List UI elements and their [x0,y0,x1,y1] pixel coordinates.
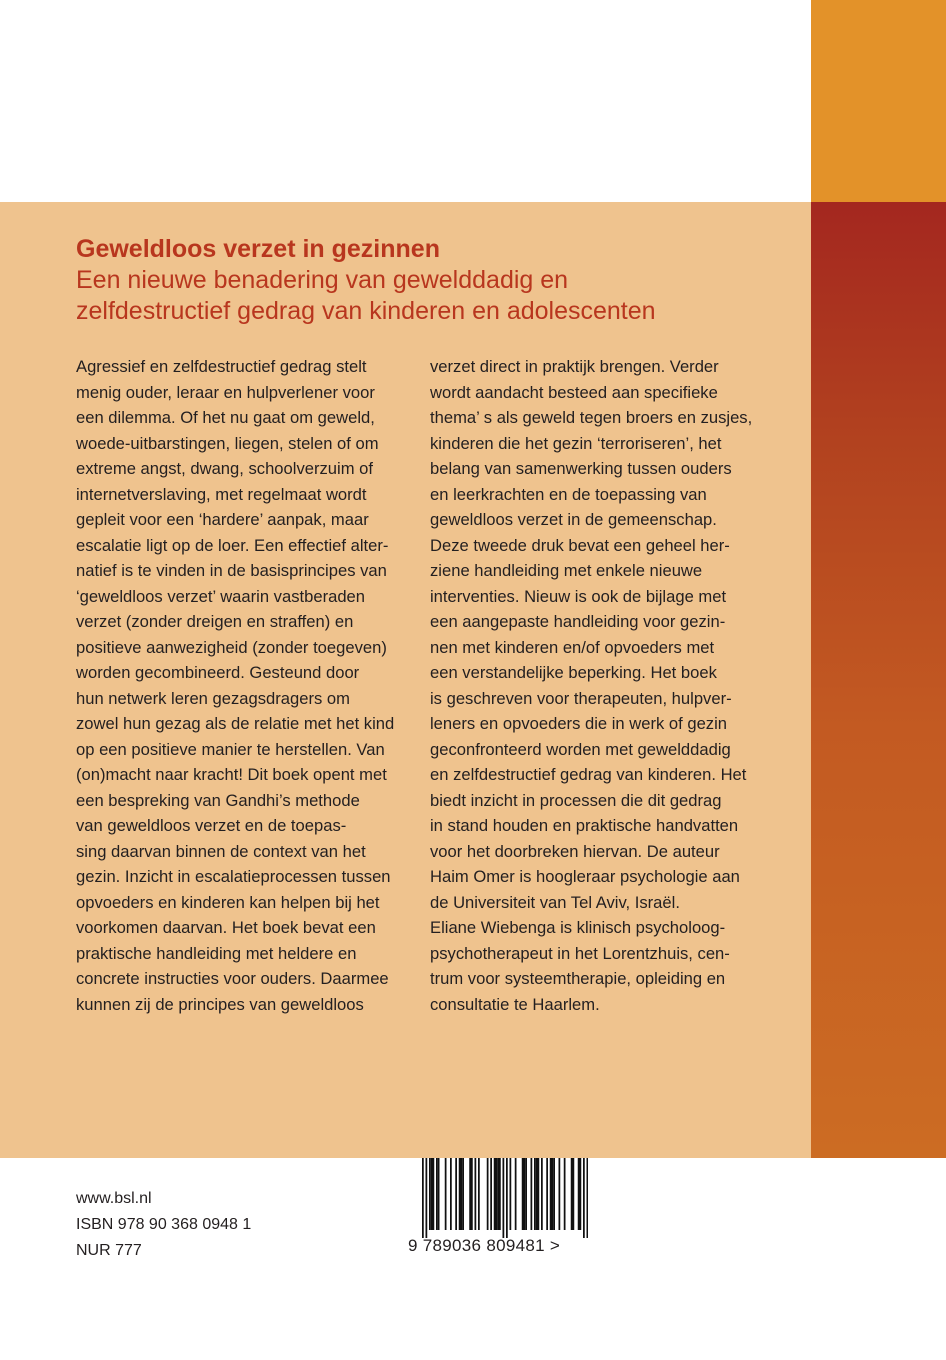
barcode-bars [422,1158,588,1238]
blurb-line: belang van samenwerking tussen ouders [430,459,732,478]
blurb-line: Deze tweede druk bevat een geheel her- [430,535,730,555]
barcode-bar [536,1158,538,1230]
barcode-bar [552,1158,554,1230]
blurb-right-column [430,354,770,1017]
top-white-area [0,0,811,202]
blurb-line: thema’ s als geweld tegen broers en zusjes, [430,408,753,427]
blurb-line: natief is te vinden in de basisprincipes van [76,561,387,580]
barcode-bar [436,1158,438,1230]
barcode-bar [431,1158,433,1230]
barcode-bar [538,1158,540,1230]
barcode-digits: 9 789036 809481 > [408,1236,561,1255]
blurb-line: verzet direct in praktijk brengen. Verder [430,357,719,376]
barcode-bar [546,1158,548,1230]
side-stripe-gradient [811,202,946,1158]
barcode-bar [503,1158,505,1238]
nur-code: NUR 777 [76,1242,142,1259]
blurb-line: trum voor systeemtherapie, opleiding en [430,969,726,988]
blurb-line: Agressief en zelfdestructief gedrag stelt [76,357,367,376]
blurb-line: op een positieve manier te herstellen. Van [76,739,385,759]
blurb-line: internetverslaving, met regelmaat wordt [76,484,367,504]
blurb-line: sing daarvan binnen de context van het [76,841,366,861]
blurb-line: is geschreven voor therapeuten, hulpver- [430,688,732,708]
barcode-bar [573,1158,575,1230]
blurb-line: nen met kinderen en/of opvoeders met [430,637,715,657]
blurb-line: een verstandelijke beperking. Het boek [430,663,717,682]
blurb-line: Haim Omer is hoogleraar psychologie aan [430,867,740,886]
blurb-line: gezin. Inzicht in escalatieprocessen tussen [76,867,391,886]
barcode-bar [587,1158,589,1238]
blurb-line: concrete instructies voor ouders. Daarmee [76,969,389,988]
blurb-left-column [76,354,406,1017]
barcode-bar [580,1158,582,1230]
blurb-line: een aangepaste handleiding voor gezin- [430,612,726,631]
barcode-bar [524,1158,526,1230]
barcode-bar [564,1158,566,1230]
blurb-line: escalatie ligt op de loer. Een effectief alter- [76,535,389,555]
blurb-line: opvoeders en kinderen kan helpen bij het [76,892,380,912]
barcode-bar [496,1158,498,1230]
publisher-website: www.bsl.nl [76,1190,152,1207]
blurb-line: wordt aandacht besteed aan specifieke [430,382,718,402]
subtitle-line: Een nieuwe benadering van gewelddadig en [76,266,569,294]
blurb-line: ‘geweldloos verzet’ waarin vastberaden [76,586,366,606]
barcode-bar [559,1158,561,1230]
barcode-bar [487,1158,489,1230]
blurb-line: extreme angst, dwang, schoolverzuim of [76,459,373,478]
blurb-line: de Universiteit van Tel Aviv, Israël. [430,892,680,912]
barcode-bar [450,1158,452,1230]
blurb-line: van geweldloos verzet en de toepas- [76,816,347,835]
barcode-bar [426,1158,428,1238]
blurb-line: worden gecombineerd. Gesteund door [76,663,360,682]
blurb-line: Eliane Wiebenga is klinisch psycholoog- [430,918,726,937]
barcode-bar [490,1158,492,1230]
blurb-line: in stand houden en praktische handvatten [430,816,739,835]
isbn-number: ISBN 978 90 368 0948 1 [76,1216,252,1233]
barcode-bar [571,1158,573,1230]
blurb-line: kunnen zij de principes van geweldloos [76,994,364,1014]
blurb-line: biedt inzicht in processen die dit gedrag [430,790,722,810]
barcode-bar [525,1158,527,1230]
blurb-line: interventies. Nieuw is ook de bijlage met [430,586,727,606]
barcode-bar [429,1158,431,1230]
subtitle-line: zelfdestructief gedrag van kinderen en adolescenten [76,297,656,325]
blurb-line: zowel hun gezag als de relatie met het kind [76,714,395,733]
side-stripe-orange [811,0,946,202]
barcode-bar [475,1158,477,1230]
barcode-bar [550,1158,552,1230]
barcode-bar [534,1158,536,1230]
barcode-bar [541,1158,543,1230]
blurb-line: en leerkrachten en de toepassing van [430,484,707,504]
barcode-bar [506,1158,508,1238]
barcode-bar [462,1158,464,1230]
blurb-line: geconfronteerd worden met gewelddadig [430,739,731,759]
barcode-bar [422,1158,424,1238]
blurb-line: en zelfdestructief gedrag van kinderen. Het [430,765,747,784]
barcode-bar [515,1158,517,1230]
barcode-bar [433,1158,435,1230]
barcode-bar [471,1158,473,1230]
barcode-bar [499,1158,501,1230]
book-title: Geweldloos verzet in gezinnen [76,235,440,263]
barcode-bar [583,1158,585,1238]
blurb-line: voor het doorbreken hiervan. De auteur [430,841,720,861]
barcode-bar [461,1158,463,1230]
blurb-line: verzet (zonder dreigen en straffen) en [76,612,354,631]
barcode-bar [494,1158,496,1230]
blurb-line: menig ouder, leraar en hulpverlener voor [76,382,375,402]
barcode-bar [553,1158,555,1230]
barcode-bar [438,1158,440,1230]
barcode-bar [497,1158,499,1230]
blurb-line: kinderen die het gezin ‘terroriseren’, het [430,433,722,453]
blurb-line: een dilemma. Of het nu gaat om geweld, [76,408,375,427]
blurb-line: praktische handleiding met heldere en [76,943,357,963]
blurb-line: een bespreking van Gandhi’s methode [76,790,360,810]
barcode-bar [455,1158,457,1230]
blurb-line: leners en opvoeders die in werk of gezin [430,714,728,733]
blurb-line: psychotherapeut in het Lorentzhuis, cen- [430,943,730,963]
blurb-line: (on)macht naar kracht! Dit boek opent met [76,765,387,784]
blurb-line: voorkomen daarvan. Het boek bevat een [76,918,376,937]
blurb-line: positieve aanwezigheid (zonder toegeven) [76,637,387,657]
barcode-bar [469,1158,471,1230]
barcode-bar [578,1158,580,1230]
blurb-line: geweldloos verzet in de gemeenschap. [430,510,717,529]
blurb-line: ziene handleiding met enkele nieuwe [430,561,703,580]
barcode-bar [459,1158,461,1230]
blurb-line: woede-uitbarstingen, liegen, stelen of om [76,433,379,453]
barcode-bar [445,1158,447,1230]
book-subtitle [76,265,776,327]
blurb-line: gepleit voor een ‘hardere’ aanpak, maar [76,510,369,529]
barcode-bar [522,1158,524,1230]
publisher-info [76,1186,251,1264]
blurb-line: consultatie te Haarlem. [430,994,600,1014]
blurb-line: hun netwerk leren gezagsdragers om [76,688,350,708]
barcode-bar [510,1158,512,1230]
barcode-bar [478,1158,480,1230]
barcode-bar [531,1158,533,1230]
